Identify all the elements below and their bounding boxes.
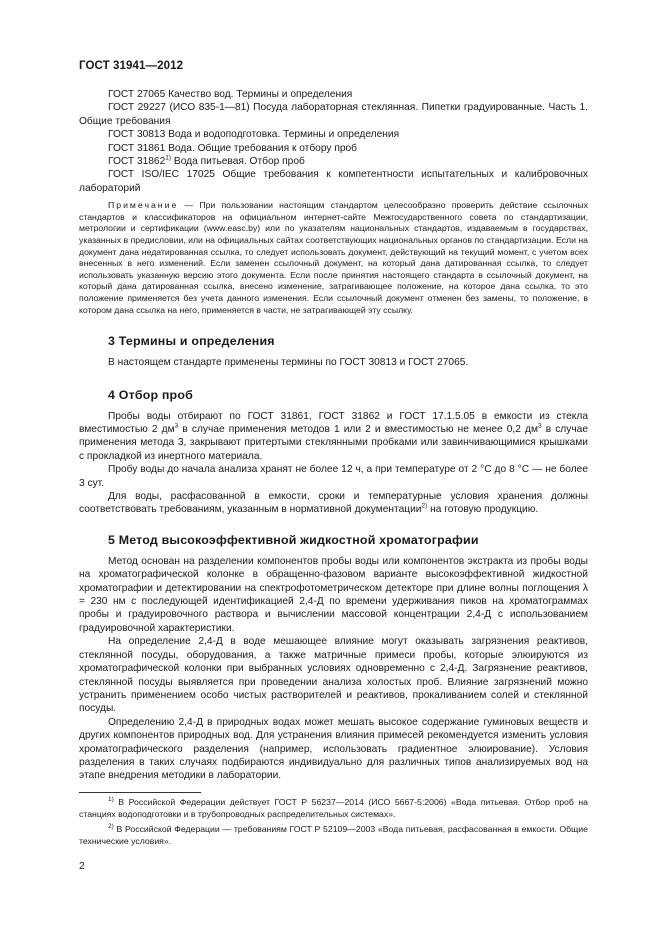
- note-label: Примечание: [108, 200, 179, 211]
- text-run: Пробы воды отбирают по ГОСТ 31861, ГОСТ 31862 и ГОСТ 17.1.5.05 в емкости из стекла вместимостью 2 дм: [79, 410, 588, 435]
- reference-code: ГОСТ 31862: [108, 156, 166, 168]
- section-heading: 3 Термины и определения: [108, 334, 275, 349]
- reference-item: ГОСТ ISO/IEC 17025 Общие требования к компетентности испытательных и калибровочных лабораторий: [79, 169, 588, 194]
- section-paragraph: Метод основан на разделении компонентов пробы воды или компонентов экстракта из пробы воды на хроматографической колонке в обращенно-фазовом варианте высокоэффективной жидкостной хроматографии и детектировании на спектрофотометрическом детекторе при длине волны поглощения λ = 230 нм с последующей идентификацией 2,4-Д по времени удерживания пиков на хроматограммах пробы и градуировочного раствора и вычислении массовой концентрации 2,4-Д с использованием градуировочной характеристики.: [79, 555, 588, 634]
- note-paragraph: [79, 200, 588, 316]
- note-text: — При пользовании настоящим стандартом целесообразно проверить действие ссылочных стандартов и классификаторов на официальном интернет-сайте Межгосударственного совета по стандартизации, метрологии и сертификации (www.easc.by) или по указателям национальных стандартов, издаваемым в государствах, указанных в предисловии, или на официальных сайтах соответствующих национальных органов по стандартизации. Если на документ дана недатированная ссылка, то следует использовать документ, действующий на текущий момент, с учетом всех внесенных в него изменений. Если заменен ссылочный документ, на который дана датированная ссылка, то следует использовать указанную версию этого документа. Если после принятия настоящего стандарта в ссылочный документ, на который дана датированная ссылка, внесено изменение, затрагивающее положение, на которое дана ссылка, то это положение применяется без учета данного изменения. Если ссылочный документ отменен без замены, то положение, в котором дана ссылка на него, применяется в части, не затрагивающей эту ссылку.: [79, 200, 588, 315]
- reference-item: ГОСТ 29227 (ИСО 835-1—81) Посуда лабораторная стеклянная. Пипетки градуированные. Часть 1. Общие требования: [79, 102, 588, 127]
- superscript: 3: [537, 422, 542, 430]
- section-heading: 5 Метод высокоэффективной жидкостной хроматографии: [108, 532, 479, 547]
- normative-references-list: [79, 88, 588, 195]
- section-paragraph: В настоящем стандарте применены термины по ГОСТ 30813 и ГОСТ 27065.: [108, 357, 469, 369]
- footnote-separator: [79, 792, 201, 793]
- text-run: на готовую продукцию.: [427, 504, 539, 516]
- superscript: 3: [174, 422, 179, 430]
- section-paragraph: [79, 410, 588, 464]
- section-heading: 4 Отбор проб: [108, 387, 193, 402]
- text-run: Для воды, расфасованной в емкости, сроки и температурные условия хранения должны соответствовать требованиям, указанным в нормативной документации: [79, 491, 588, 516]
- footnote-text: В Российской Федерации — требованиям ГОСТ Р 52109—2003 «Вода питьевая, расфасованная в емкости. Общие технические условия».: [79, 824, 588, 846]
- page-number: 2: [79, 860, 85, 872]
- footnote-mark: 1): [108, 796, 114, 804]
- footnote-mark: 1): [165, 154, 172, 162]
- footnote-text: В Российской Федерации действует ГОСТ Р 56237—2014 (ИСО 5667-5:2006) «Вода питьевая. Отбор проб на станциях водоподготовки и в трубопроводных распределительных системах».: [79, 797, 588, 819]
- text-run: в случае применения метода 3, закрывают притертыми стеклянными пробками или завинчивающимися крышками с прокладкой из инертного материала.: [79, 424, 588, 462]
- footnote: [79, 824, 588, 847]
- running-header: ГОСТ 31941—2012: [79, 60, 184, 72]
- text-run: в случае применения методов 1 или 2 и вместимостью не менее 0,2 дм: [178, 424, 538, 435]
- section-paragraph: Определению 2,4-Д в природных водах может мешать высокое содержание гуминовых веществ и других компонентов природных вод. Для устранения влияния примесей рекомендуется изменить условия хроматографического разделения (например, использовать градиентное элюирование). Условия разделения в таких случаях подбираются индивидуально для различных типов анализируемых вод на этапе внедрения методики в лаборатории.: [79, 716, 588, 782]
- reference-item: ГОСТ 31861 Вода. Общие требования к отбору проб: [108, 142, 357, 154]
- footnote: [79, 797, 588, 820]
- footnote-mark: 2): [421, 503, 428, 511]
- main-content: [79, 88, 588, 783]
- footnote-mark: 2): [108, 823, 114, 831]
- section-paragraph: На определение 2,4-Д в воде мешающее влияние могут оказывать загрязнения реактивов, стеклянной посуды, оборудования, а также матричные примеси пробы, которые элюируются из хроматографической колонки при выбранных условиях одновременно с 2,4-Д. Загрязнение реактивов, стеклянной посуды выявляется при проведении анализа холостых проб. Влияние загрязнений можно устранить применением особо чистых растворителей и реактивов, прокаливанием солей и стеклянной посуды.: [79, 636, 588, 715]
- reference-item: ГОСТ 30813 Вода и водоподготовка. Термины и определения: [108, 129, 400, 141]
- section-paragraph: Пробу воды до начала анализа хранят не более 12 ч, а при температуре от 2 °С до 8 °С — не более 3 сут.: [79, 464, 588, 489]
- section-paragraph: [79, 490, 588, 517]
- reference-item: [79, 155, 588, 168]
- reference-title: Вода питьевая. Отбор проб: [171, 156, 305, 168]
- reference-item: ГОСТ 27065 Качество вод. Термины и определения: [108, 89, 353, 100]
